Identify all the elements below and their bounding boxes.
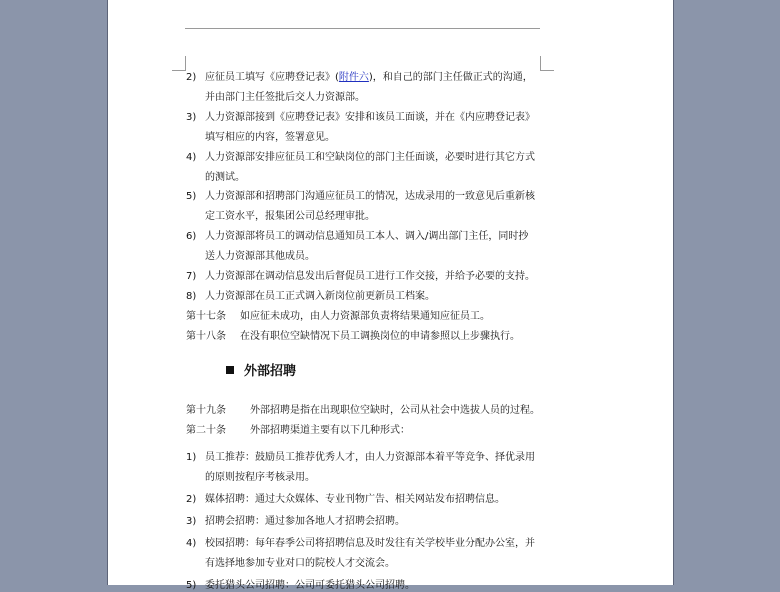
list-number: 1) (186, 452, 197, 463)
list-number: 2) (186, 494, 197, 505)
list-number: 3) (186, 516, 197, 527)
list-item-line: 填写相应的内容，签署意见。 (205, 132, 335, 143)
list-item-line: 人力资源部在调动信息发出后督促员工进行工作交接，并给予必要的支持。 (205, 271, 535, 282)
list-item-line: 并由部门主任签批后交人力资源部。 (205, 92, 365, 103)
text: 应征员工填写《应聘登记表》( (205, 72, 339, 83)
document-page (108, 0, 673, 591)
document-content (108, 0, 673, 591)
list-item-line: 人力资源部安排应征员工和空缺岗位的部门主任面谈，必要时进行其它方式 (205, 152, 535, 163)
list-number: 8) (186, 291, 197, 302)
list-item-line: 定工资水平，报集团公司总经理审批。 (205, 211, 375, 222)
attachment-link[interactable]: 附件六 (338, 72, 369, 83)
article-text: 在没有职位空缺情况下员工调换岗位的申请参照以上步骤执行。 (240, 331, 520, 342)
list-item-line: 的原则按程序考核录用。 (205, 472, 315, 483)
square-bullet-icon (226, 366, 234, 374)
article-label: 第十七条 (186, 311, 226, 322)
section-heading-text: 外部招聘 (244, 364, 297, 379)
article-text: 外部招聘渠道主要有以下几种形式： (250, 425, 410, 436)
article-label: 第十九条 (186, 405, 226, 416)
list-item-line (205, 71, 533, 84)
list-number: 5) (186, 191, 197, 202)
list-item-line: 人力资源部将员工的调动信息通知员工本人、调入/调出部门主任，同时抄 (205, 231, 529, 242)
list-item-line: 招聘会招聘：通过参加各地人才招聘会招聘。 (205, 516, 405, 527)
list-item-line: 送人力资源部其他成员。 (205, 251, 315, 262)
list-number: 5) (186, 580, 197, 591)
list-number: 3) (186, 112, 197, 123)
text: )，和自己的部门主任做正式的沟通， (368, 72, 533, 83)
list-item-line: 人力资源部在员工正式调入新岗位前更新员工档案。 (205, 291, 435, 302)
list-item-line: 有选择地参加专业对口的院校人才交流会。 (205, 558, 395, 569)
article-text: 外部招聘是指在出现职位空缺时，公司从社会中选拔人员的过程。 (250, 405, 540, 416)
list-item-line: 人力资源部接到《应聘登记表》安排和该员工面谈，并在《内应聘登记表》 (205, 112, 535, 123)
list-number: 4) (186, 538, 197, 549)
list-number: 7) (186, 271, 197, 282)
list-item-line: 员工推荐：鼓励员工推荐优秀人才，由人力资源部本着平等竞争、择优录用 (205, 452, 535, 463)
section-heading (226, 364, 296, 380)
article-label: 第二十条 (186, 425, 226, 436)
list-number: 2) (186, 72, 197, 83)
list-item-line: 人力资源部和招聘部门沟通应征员工的情况，达成录用的一致意见后重新核 (205, 191, 535, 202)
article-text: 如应征未成功，由人力资源部负责将结果通知应征员工。 (240, 311, 490, 322)
list-number: 6) (186, 231, 197, 242)
list-item-line: 媒体招聘：通过大众媒体、专业刊物广告、相关网站发布招聘信息。 (205, 494, 505, 505)
list-item-line: 委托猎头公司招聘：公司可委托猎头公司招聘。 (205, 580, 415, 591)
list-item-line: 校园招聘：每年春季公司将招聘信息及时发往有关学校毕业分配办公室，并 (205, 538, 535, 549)
list-number: 4) (186, 152, 197, 163)
list-item-line: 的测试。 (205, 172, 245, 183)
article-label: 第十八条 (186, 331, 226, 342)
